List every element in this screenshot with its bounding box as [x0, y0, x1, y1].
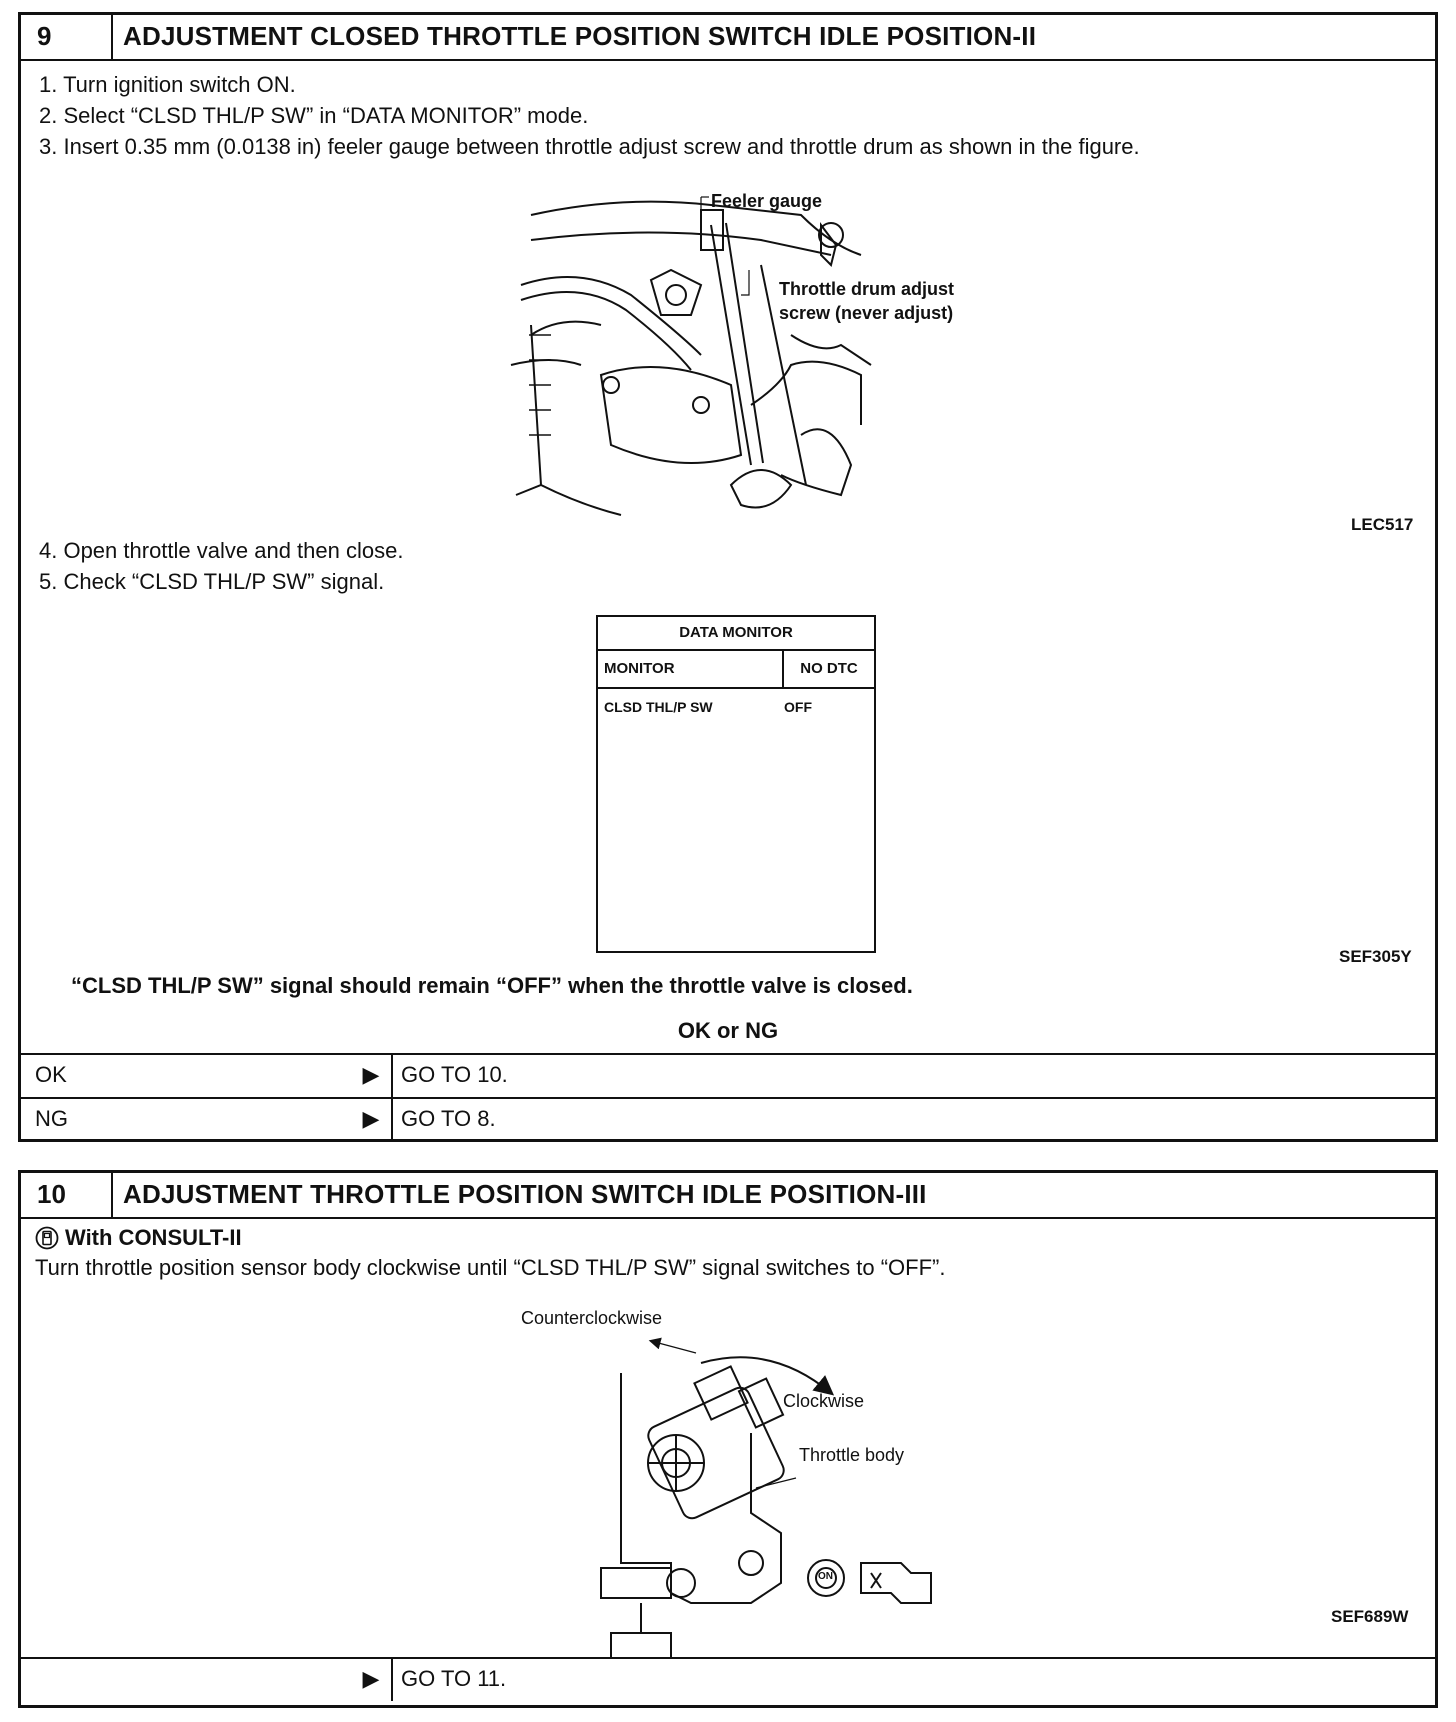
label-counterclockwise: Counterclockwise	[521, 1308, 663, 1328]
result-table	[21, 1053, 1435, 1141]
right-triangle-arrow-icon: ▶	[362, 1062, 380, 1087]
step-10-panel	[18, 1170, 1438, 1708]
instruction-text: Turn throttle position sensor body clockwise until “CLSD THL/P SW” signal switches to “OFF”.	[35, 1255, 946, 1280]
goto-link[interactable]: GO TO 8.	[391, 1099, 1435, 1141]
instruction-list	[39, 69, 1435, 162]
ignition-key-on-label: ON	[818, 1571, 833, 1582]
label-line: screw (never adjust)	[779, 303, 954, 323]
instruction-item: 4. Open throttle valve and then close.	[39, 538, 404, 563]
consult-heading	[35, 1225, 1435, 1251]
label-throttle-body: Throttle body	[799, 1445, 905, 1465]
consult-tester-icon	[35, 1226, 59, 1250]
result-row-next	[21, 1657, 1435, 1701]
data-monitor-header-row	[598, 651, 874, 689]
result-label: NG	[35, 1106, 68, 1131]
consult-label: With CONSULT-II	[65, 1225, 242, 1250]
expected-result-note: “CLSD THL/P SW” signal should remain “OFF” when the throttle valve is closed.	[71, 973, 913, 998]
result-label	[21, 1659, 351, 1701]
data-monitor-row	[598, 689, 874, 715]
label-line: Throttle drum adjust	[779, 279, 954, 299]
step-title: ADJUSTMENT CLOSED THROTTLE POSITION SWITCH IDLE POSITION-II	[123, 21, 1037, 51]
instruction-item: 1. Turn ignition switch ON.	[39, 72, 296, 97]
goto-link[interactable]: GO TO 10.	[391, 1055, 1435, 1097]
monitor-item-name: CLSD THL/P SW	[604, 699, 713, 715]
goto-link[interactable]: GO TO 11.	[391, 1659, 1435, 1701]
step-number: 9	[21, 15, 113, 59]
instruction-item: 5. Check “CLSD THL/P SW” signal.	[39, 569, 385, 594]
step-number: 10	[21, 1173, 113, 1217]
instruction-item: 2. Select “CLSD THL/P SW” in “DATA MONITOR” mode.	[39, 103, 589, 128]
label-throttle-drum-screw	[779, 277, 954, 325]
step-9-panel	[18, 12, 1438, 1142]
figure-code-lec517: LEC517	[1351, 515, 1414, 534]
result-label: OK	[35, 1062, 67, 1087]
label-clockwise: Clockwise	[783, 1391, 865, 1411]
step-10-header	[21, 1173, 1435, 1219]
result-row-ok	[21, 1053, 1435, 1097]
right-triangle-arrow-icon: ▶	[362, 1106, 380, 1131]
result-row-ng	[21, 1097, 1435, 1141]
step-title: ADJUSTMENT THROTTLE POSITION SWITCH IDLE POSITION-III	[123, 1179, 927, 1209]
step-9-header	[21, 15, 1435, 61]
status-column-header: NO DTC	[800, 660, 858, 677]
label-feeler-gauge: Feeler gauge	[711, 191, 823, 211]
figure-code-sef689w: SEF689W	[1331, 1607, 1409, 1626]
instruction-list-b	[39, 535, 403, 597]
throttle-body-figure	[581, 1333, 1001, 1663]
data-monitor-title: DATA MONITOR	[598, 617, 874, 651]
figure-code-sef305y: SEF305Y	[1339, 947, 1412, 966]
instruction-item: 3. Insert 0.35 mm (0.0138 in) feeler gauge between throttle adjust screw and throttle drum as shown in the figure.	[39, 134, 1140, 159]
monitor-column-header: MONITOR	[598, 651, 784, 687]
ok-ng-prompt: OK or NG	[677, 1018, 779, 1043]
monitor-item-value: OFF	[784, 699, 812, 715]
feeler-gauge-figure	[501, 185, 1001, 525]
data-monitor-screen	[596, 615, 876, 953]
right-triangle-arrow-icon: ▶	[362, 1666, 380, 1691]
